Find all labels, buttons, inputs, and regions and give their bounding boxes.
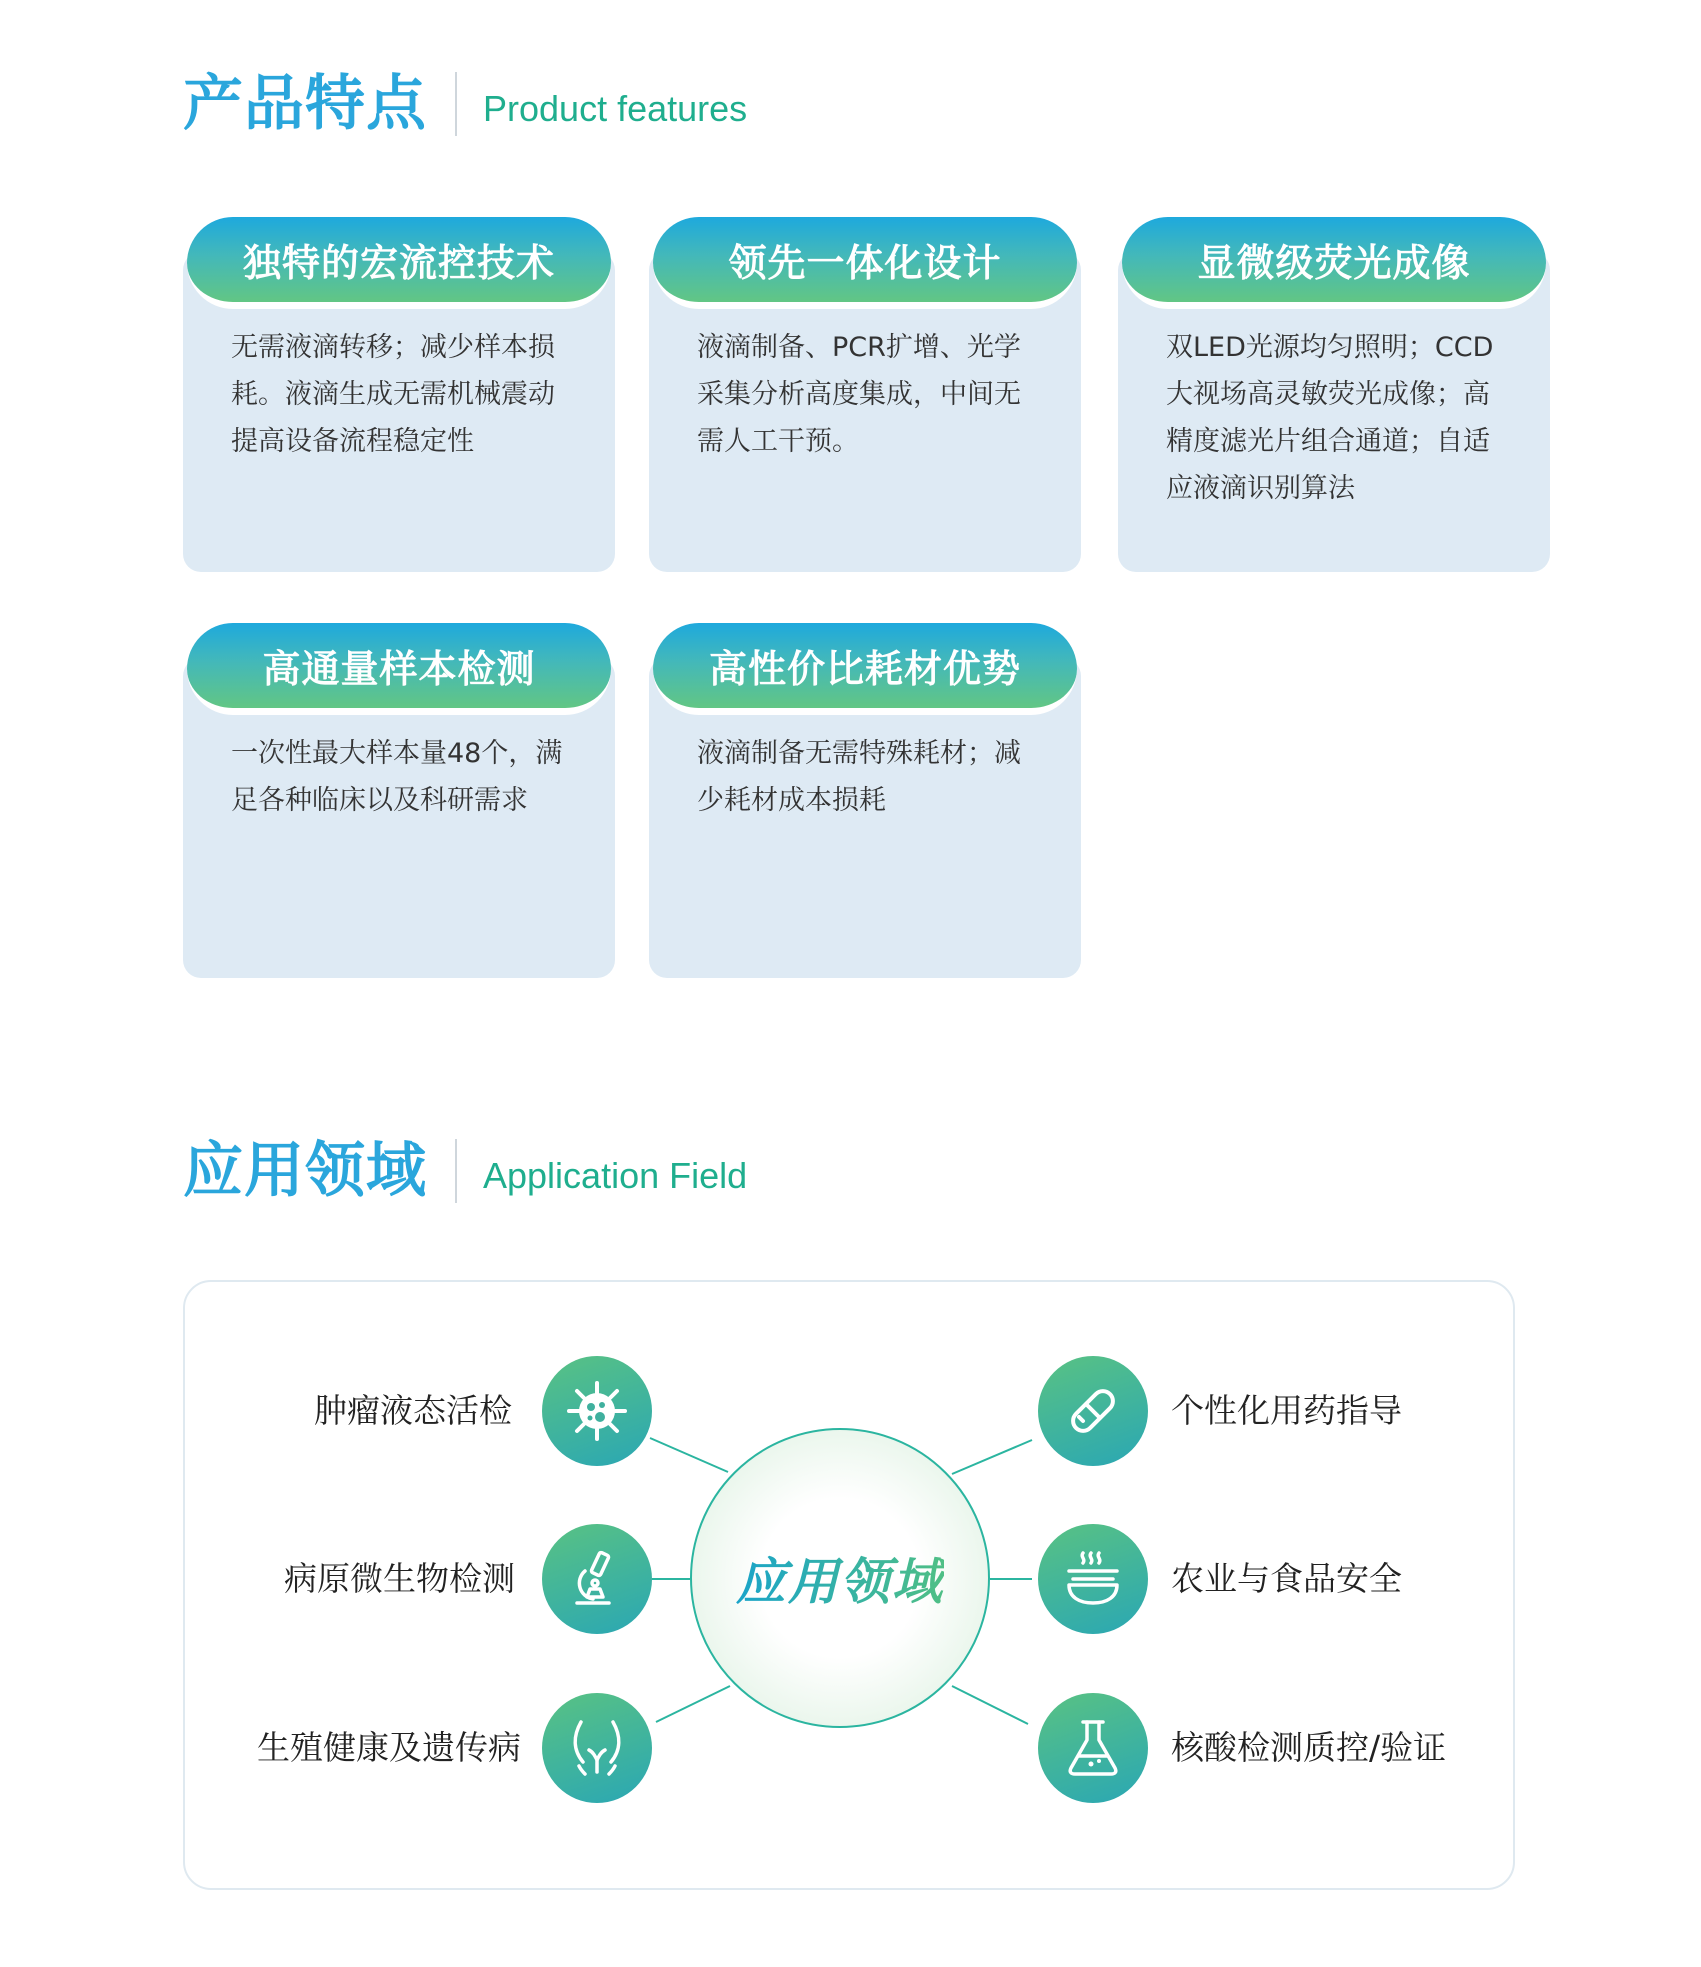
microscope-icon — [565, 1547, 629, 1611]
application-hub — [690, 1428, 990, 1728]
application-title-en: Application Field — [483, 1155, 748, 1196]
pill-icon — [1061, 1379, 1125, 1443]
feature-card-description: 液滴制备、PCR扩增、光学采集分析高度集成，中间无需人工干预。 — [697, 332, 1021, 457]
connector-line — [952, 1440, 1032, 1474]
feature-card-description: 双LED光源均匀照明；CCD大视场高灵敏荧光成像；高精度滤光片组合通道；自适应液滴识别算法 — [1166, 332, 1494, 504]
feature-card-description: 无需液滴转移；减少样本损耗。液滴生成无需机械震动提高设备流程稳定性 — [231, 332, 555, 457]
pelvis-node — [542, 1693, 652, 1803]
features-title-zh: 产品特点 — [183, 69, 427, 139]
application-title-zh: 应用领域 — [183, 1136, 427, 1206]
features-title-en: Product features — [483, 88, 748, 129]
feature-card-title: 独特的宏流控技术 — [242, 241, 555, 285]
pill-node — [1038, 1356, 1148, 1466]
application-label-nucleic-acid-qc: 核酸检测质控/验证 — [1171, 1728, 1447, 1767]
application-label-tumor-biopsy: 肿瘤液态活检 — [314, 1391, 512, 1430]
connector-line — [650, 1438, 728, 1472]
feature-card-description: 液滴制备无需特殊耗材；减少耗材成本损耗 — [697, 738, 1021, 816]
feature-card-title: 显微级荧光成像 — [1197, 241, 1471, 285]
feature-card-title: 高性价比耗材优势 — [708, 647, 1021, 691]
pelvis-icon — [565, 1716, 629, 1780]
virus-icon — [565, 1379, 629, 1443]
feature-card-description: 一次性最大样本量48个，满足各种临床以及科研需求 — [231, 738, 563, 816]
application-label-personalized-medication: 个性化用药指导 — [1171, 1391, 1402, 1430]
microscope-node — [542, 1524, 652, 1634]
virus-node — [542, 1356, 652, 1466]
application-label-reproductive-health: 生殖健康及遗传病 — [257, 1728, 521, 1767]
feature-card-title: 领先一体化设计 — [728, 241, 1002, 285]
application-label-pathogen-detection: 病原微生物检测 — [284, 1559, 515, 1598]
feature-card-title: 高通量样本检测 — [262, 647, 536, 691]
food-bowl-node — [1038, 1524, 1148, 1634]
application-label-food-safety: 农业与食品安全 — [1171, 1559, 1402, 1598]
connector-line — [656, 1686, 730, 1722]
food-bowl-icon — [1061, 1547, 1125, 1611]
connector-line — [952, 1686, 1028, 1724]
flask-node — [1038, 1693, 1148, 1803]
flask-icon — [1061, 1716, 1125, 1780]
hub-label: 应用领域 — [736, 1542, 944, 1614]
